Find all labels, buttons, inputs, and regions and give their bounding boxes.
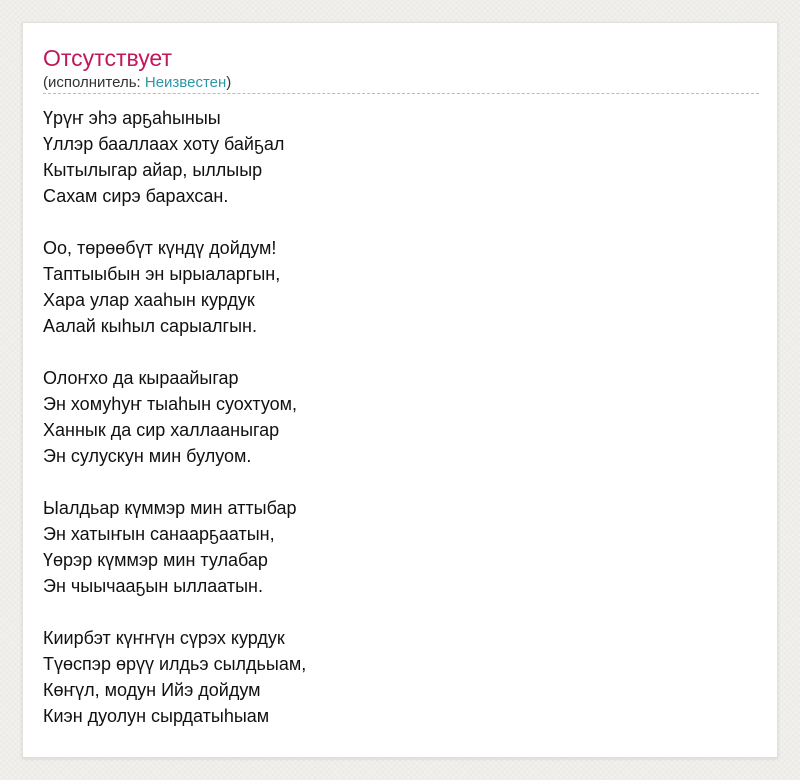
lyric-line: Үллэр бааллаах хоту байҕал	[43, 134, 285, 154]
lyric-line: Киэн дуолун сырдатыһыам	[43, 706, 270, 726]
lyric-line: Киирбэт күҥҥүн сүрэх курдук	[43, 628, 285, 648]
lyric-line: Ханнык да сир халлааныгар	[43, 420, 280, 440]
lyric-line: Ыалдьар күммэр мин аттыбар	[43, 498, 297, 518]
artist-line	[43, 73, 231, 93]
stanza	[43, 235, 759, 339]
lyric-line: Сахам сирэ барахсан.	[43, 186, 229, 206]
lyric-line: Кытылыгар айар, ыллыыр	[43, 160, 263, 180]
lyric-line: Эн хатыҥын санаарҕаатын,	[43, 524, 275, 544]
artist-suffix: )	[226, 74, 232, 91]
lyric-line: Оо, төрөөбүт күндү дойдум!	[43, 238, 277, 258]
artist-link[interactable]: Неизвестен	[144, 74, 227, 91]
song-title: Отсутствует	[43, 45, 172, 71]
lyric-line: Түөспэр өрүү илдьэ сылдьыам,	[43, 654, 307, 674]
stanza	[43, 105, 759, 209]
lyric-line: Үөрэр күммэр мин тулабар	[43, 550, 268, 570]
lyric-line: Көҥүл, модун Ийэ дойдум	[43, 680, 261, 700]
lyric-line: Аалай кыһыл сарыалгын.	[43, 316, 257, 336]
lyric-line: Үрүҥ эһэ арҕаһыныы	[43, 108, 221, 128]
stanza	[43, 365, 759, 469]
lyric-line: Эн хомуһуҥ тыаһын суохтуом,	[43, 394, 298, 414]
lyrics-card	[22, 22, 778, 758]
lyric-line: Эн сулускун мин булуом.	[43, 446, 252, 466]
lyric-line: Олоҥхо да кыраайыгар	[43, 368, 239, 388]
stanza	[43, 625, 759, 729]
divider	[43, 93, 759, 94]
lyrics-body	[43, 105, 759, 729]
artist-prefix: (исполнитель:	[43, 74, 145, 91]
stanza	[43, 495, 759, 599]
lyric-line: Эн чыычааҕын ыллаатын.	[43, 576, 263, 596]
lyric-line: Таптыыбын эн ырыаларгын,	[43, 264, 281, 284]
lyric-line: Хара улар хааһын курдук	[43, 290, 255, 310]
